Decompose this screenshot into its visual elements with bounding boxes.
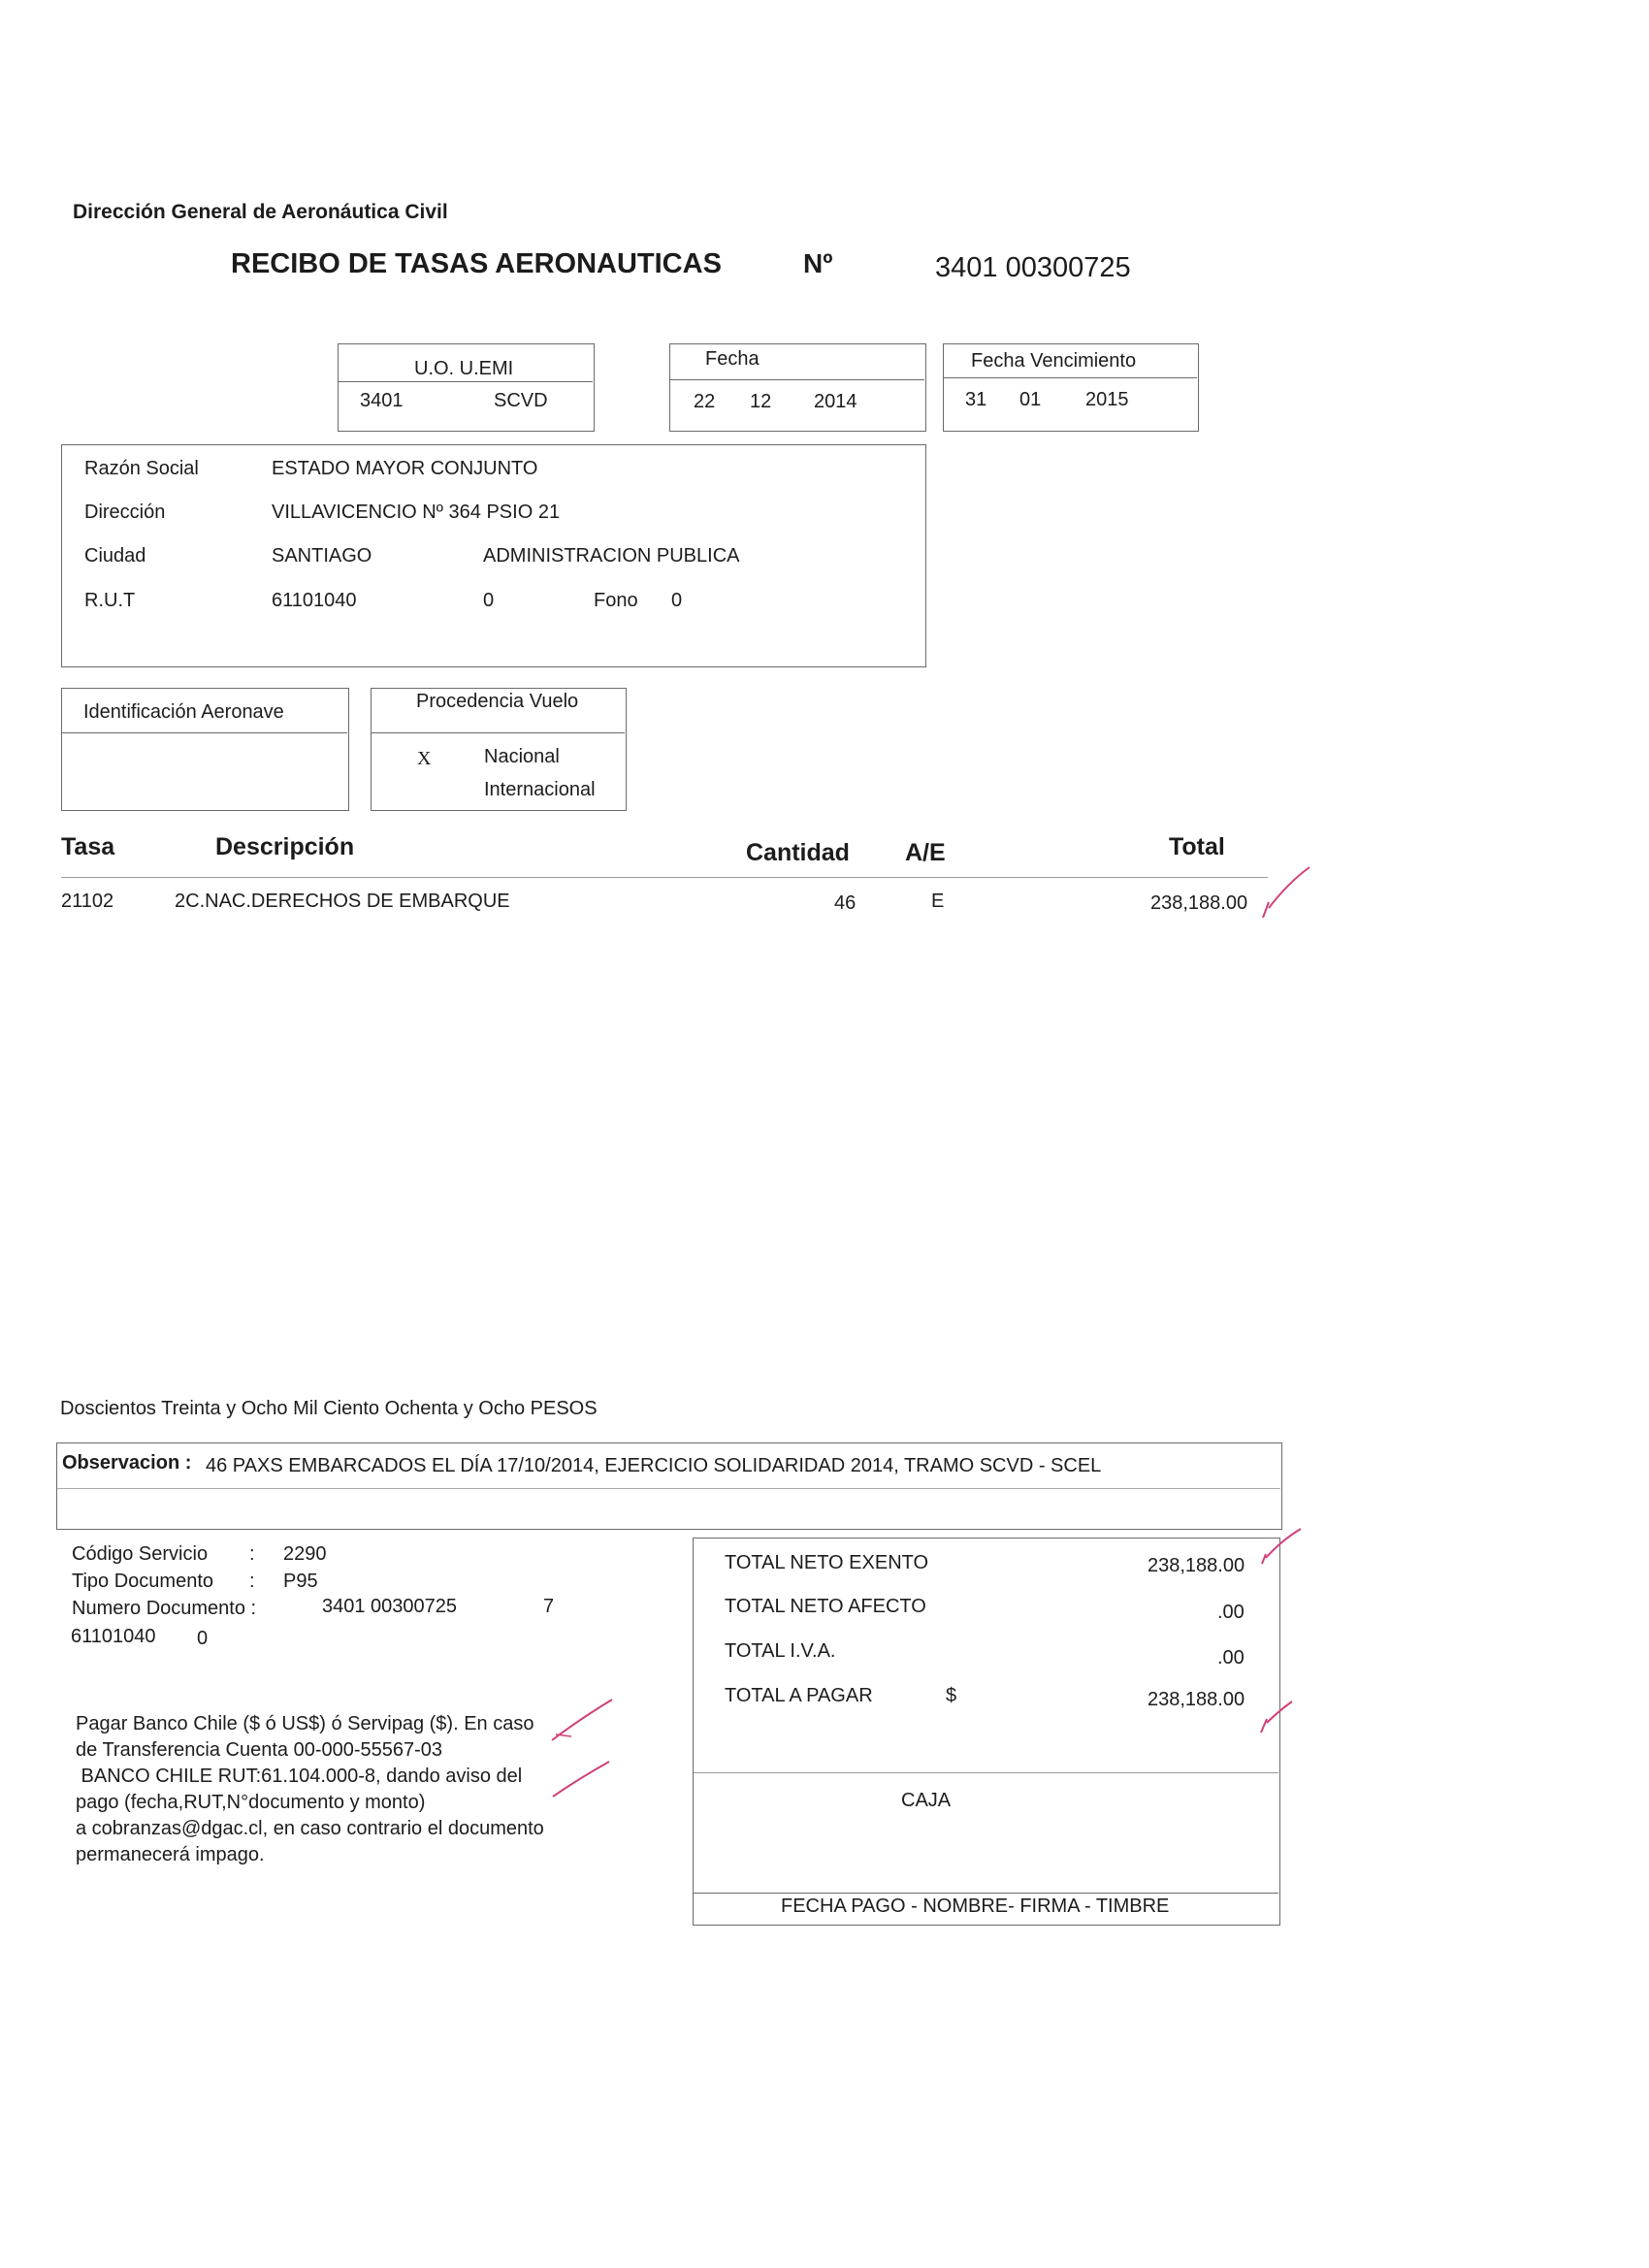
total-neto-afecto: .00 (1217, 1602, 1245, 1623)
row-tasa: 21102 (61, 891, 114, 912)
observacion-text: 46 PAXS EMBARCADOS EL DÍA 17/10/2014, EJERCICIO SOLIDARIDAD 2014, TRAMO SCVD - SCEL (206, 1455, 1102, 1476)
uo-label: U.O. U.EMI (414, 358, 514, 379)
codigo-servicio-label: Código Servicio (72, 1543, 209, 1565)
rut: 61101040 (272, 590, 357, 611)
uo-code: 3401 (360, 390, 404, 411)
fecha-month: 12 (750, 391, 772, 412)
pen-check-pagar (1257, 1698, 1296, 1736)
fecha-year: 2014 (814, 391, 857, 412)
servicio-rut: 61101040 (71, 1626, 156, 1647)
fono: 0 (671, 590, 683, 611)
vencimiento-box (943, 343, 1199, 432)
aeronave-label: Identificación Aeronave (83, 701, 284, 723)
number-label: Nº (803, 248, 833, 278)
numero-documento-dv: 7 (543, 1596, 555, 1617)
ciudad: SANTIAGO (272, 545, 372, 567)
rut-label: R.U.T (84, 590, 136, 611)
nacional-option: Nacional (484, 746, 560, 767)
table-header-rule (61, 877, 1268, 878)
fono-label: Fono (594, 590, 638, 611)
tipo-documento: P95 (283, 1571, 318, 1592)
numero-documento: 3401 00300725 (322, 1596, 458, 1617)
rut-dv: 0 (483, 590, 495, 611)
razon-label: Razón Social (84, 458, 199, 479)
tipo-cliente: ADMINISTRACION PUBLICA (483, 545, 740, 567)
procedencia-label: Procedencia Vuelo (416, 691, 579, 712)
total-a-pagar: 238,188.00 (1148, 1689, 1245, 1710)
total-a-pagar-label: TOTAL A PAGAR (725, 1685, 873, 1706)
procedencia-box (371, 688, 627, 811)
pen-check-mark (1259, 863, 1313, 922)
aeronave-box (61, 688, 349, 811)
pago-line-3: BANCO CHILE RUT:61.104.000-8, dando aviso del (76, 1766, 523, 1787)
caja-footer: FECHA PAGO - NOMBRE- FIRMA - TIMBRE (781, 1895, 1170, 1917)
col-total: Total (1169, 833, 1225, 860)
direccion: VILLAVICENCIO Nº 364 PSIO 21 (272, 502, 561, 523)
observacion-label: Observacion : (62, 1452, 192, 1474)
pen-check-exento (1258, 1525, 1305, 1570)
total-iva-label: TOTAL I.V.A. (725, 1640, 836, 1662)
vencimiento-year: 2015 (1085, 389, 1129, 410)
total-neto-exento-label: TOTAL NETO EXENTO (725, 1552, 929, 1573)
fecha-day: 22 (694, 391, 716, 412)
total-neto-afecto-label: TOTAL NETO AFECTO (725, 1596, 926, 1617)
row-descripcion: 2C.NAC.DERECHOS DE EMBARQUE (175, 891, 510, 912)
tipo-colon: : (249, 1571, 255, 1592)
nacional-mark: X (417, 748, 432, 769)
receipt-number: 3401 00300725 (935, 252, 1131, 283)
col-tasa: Tasa (61, 833, 115, 860)
servicio-rut-dv: 0 (197, 1628, 209, 1649)
caja-label: CAJA (901, 1790, 952, 1811)
col-cantidad: Cantidad (746, 839, 850, 866)
observacion-box (56, 1442, 1282, 1530)
direccion-label: Dirección (84, 502, 166, 523)
numero-documento-label: Numero Documento : (72, 1598, 257, 1619)
total-neto-exento: 238,188.00 (1148, 1555, 1245, 1576)
fecha-label: Fecha (705, 348, 760, 370)
uo-box (338, 343, 595, 432)
internacional-option: Internacional (484, 779, 596, 800)
row-total: 238,188.00 (1150, 892, 1248, 914)
totales-box (693, 1538, 1280, 1926)
vencimiento-label: Fecha Vencimiento (971, 350, 1137, 372)
pen-mark-2 (549, 1758, 613, 1800)
vencimiento-day: 31 (965, 389, 987, 410)
uo-emi: SCVD (494, 390, 548, 411)
codigo-colon: : (249, 1543, 255, 1565)
col-descripcion: Descripción (215, 833, 355, 860)
pago-line-4: pago (fecha,RUT,N°documento y monto) (76, 1792, 426, 1813)
fecha-box (669, 343, 926, 432)
razon-social: ESTADO MAYOR CONJUNTO (272, 458, 538, 479)
pago-line-1: Pagar Banco Chile ($ ó US$) ó Servipag ($). En caso (76, 1713, 534, 1734)
pago-line-2: de Transferencia Cuenta 00-000-55567-03 (76, 1739, 443, 1761)
codigo-servicio: 2290 (283, 1543, 327, 1565)
pago-line-6: permanecerá impago. (76, 1844, 265, 1865)
row-ae: E (931, 891, 945, 912)
amount-in-words: Doscientos Treinta y Ocho Mil Ciento Ochenta y Ocho PESOS (60, 1398, 598, 1419)
currency-symbol: $ (946, 1685, 957, 1706)
pen-mark-1 (548, 1696, 616, 1744)
vencimiento-month: 01 (1019, 389, 1042, 410)
cliente-box (61, 444, 926, 667)
tipo-documento-label: Tipo Documento (72, 1571, 213, 1592)
document-title: RECIBO DE TASAS AERONAUTICAS (231, 248, 722, 279)
ciudad-label: Ciudad (84, 545, 146, 567)
org-name: Dirección General de Aeronáutica Civil (73, 201, 448, 223)
pago-line-5: a cobranzas@dgac.cl, en caso contrario el documento (76, 1818, 544, 1839)
row-cantidad: 46 (834, 892, 857, 914)
col-ae: A/E (905, 839, 946, 866)
total-iva: .00 (1217, 1647, 1245, 1669)
